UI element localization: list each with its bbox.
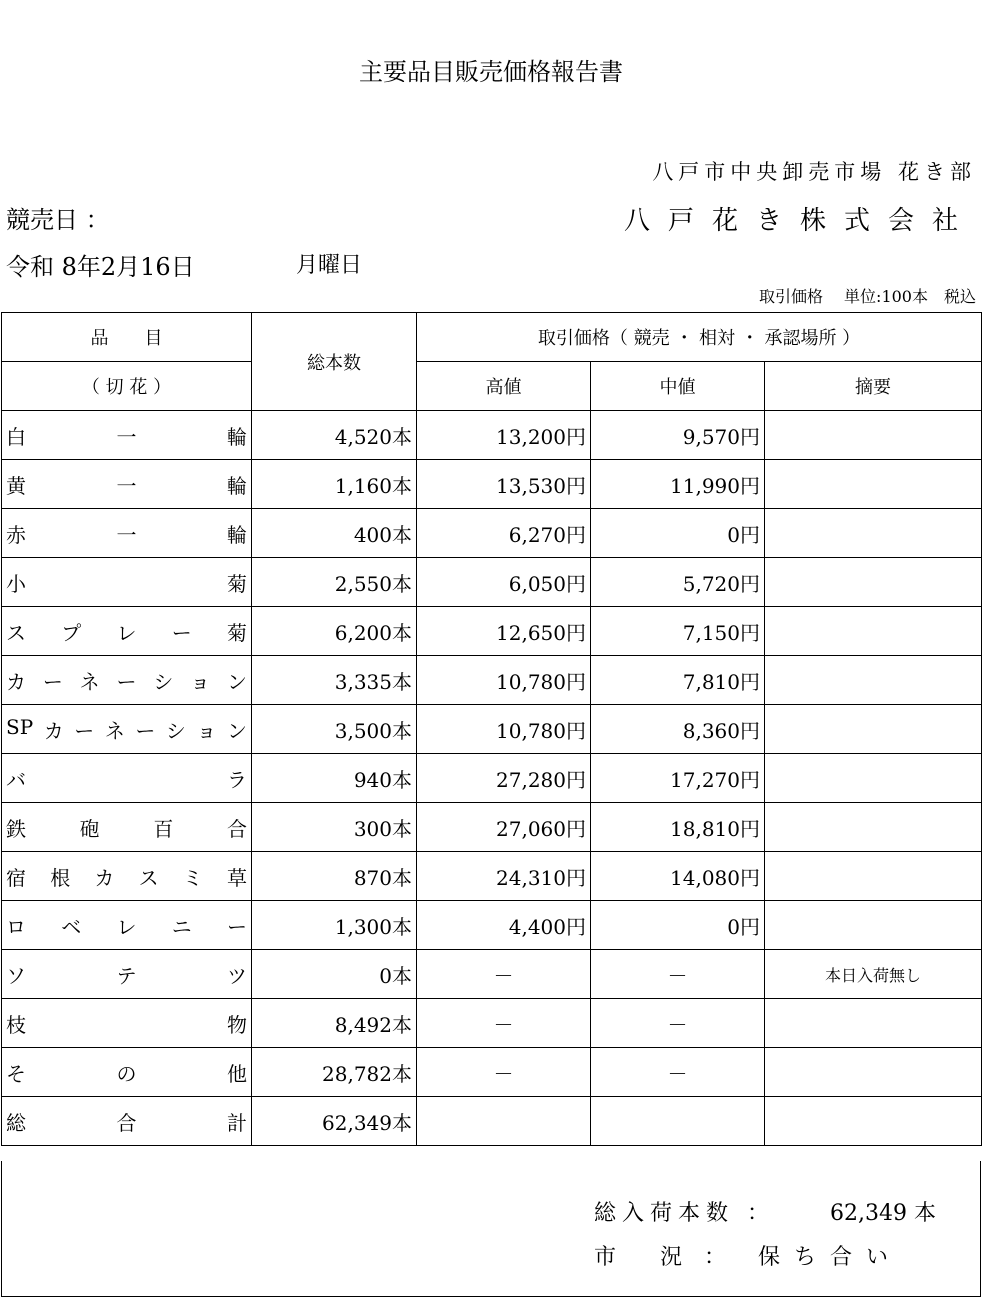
item-name-char: ー — [42, 669, 63, 694]
item-name-char: ョ — [196, 718, 217, 743]
col-item-subheader: （ 切 花 ） — [2, 362, 252, 411]
item-high-price: 10,780円 — [417, 705, 591, 754]
item-mid-price: 11,990円 — [591, 460, 765, 509]
item-note — [765, 901, 982, 950]
item-total: 28,782本 — [252, 1048, 417, 1097]
item-name-char: ツ — [227, 963, 247, 988]
item-name-char: 輪 — [227, 473, 247, 498]
item-mid-price: 7,150円 — [591, 607, 765, 656]
table-row — [2, 705, 982, 754]
item-name-char: レ — [116, 620, 137, 645]
item-name-char: 宿 — [6, 865, 26, 890]
item-name — [2, 705, 252, 754]
item-name-char: カ — [94, 865, 115, 890]
price-table — [1, 312, 982, 1146]
item-name-char: 一 — [116, 424, 137, 449]
item-name-char: 小 — [6, 571, 26, 596]
item-name-char: シ — [153, 669, 174, 694]
item-name-char: 菊 — [227, 571, 247, 596]
table-row — [2, 852, 982, 901]
item-name-char: 一 — [116, 473, 137, 498]
item-name-char: 鉄 — [6, 816, 26, 841]
item-name-char: ョ — [190, 669, 211, 694]
item-name-char: ン — [227, 718, 247, 743]
weekday: 月曜日 — [296, 253, 363, 278]
item-name — [2, 607, 252, 656]
item-note — [765, 558, 982, 607]
item-total: 1,160本 — [252, 460, 417, 509]
item-name — [2, 803, 252, 852]
item-note — [765, 656, 982, 705]
item-name-char: 枝 — [6, 1012, 26, 1037]
item-total: 0本 — [252, 950, 417, 999]
item-name — [2, 950, 252, 999]
item-note — [765, 754, 982, 803]
item-total: 4,520本 — [252, 411, 417, 460]
item-name-char: ー — [135, 718, 156, 743]
item-mid-price: 17,270円 — [591, 754, 765, 803]
item-total: 400本 — [252, 509, 417, 558]
header-row — [2, 313, 982, 362]
item-name — [2, 558, 252, 607]
item-name-char: 計 — [227, 1110, 247, 1135]
item-high-price: 6,270円 — [417, 509, 591, 558]
company-name: 八戸花き株式会社 — [623, 206, 976, 236]
item-name — [2, 754, 252, 803]
item-mid-price: 5,720円 — [591, 558, 765, 607]
item-name-char: ネ — [104, 718, 125, 743]
item-mid-price: 18,810円 — [591, 803, 765, 852]
item-name-char: ロ — [6, 914, 26, 939]
item-note — [765, 607, 982, 656]
item-name-char: レ — [116, 914, 137, 939]
item-high-price: 10,780円 — [417, 656, 591, 705]
item-total: 940本 — [252, 754, 417, 803]
table-row — [2, 754, 982, 803]
table-row — [2, 950, 982, 999]
table-row — [2, 803, 982, 852]
item-total: 3,335本 — [252, 656, 417, 705]
item-mid-price: 7,810円 — [591, 656, 765, 705]
item-mid-price: － — [591, 1048, 765, 1097]
item-note — [765, 509, 982, 558]
item-name-char: ー — [74, 718, 95, 743]
item-mid-price: 0円 — [591, 901, 765, 950]
item-name-char: 黄 — [6, 473, 26, 498]
item-name-char: シ — [165, 718, 186, 743]
item-name-char: ベ — [61, 914, 82, 939]
item-total: 3,500本 — [252, 705, 417, 754]
item-mid-price: 0円 — [591, 509, 765, 558]
table-row — [2, 509, 982, 558]
sale-date: 令和 8年2月16日 — [6, 253, 195, 281]
table-row — [2, 1048, 982, 1097]
item-name-char: ー — [116, 669, 137, 694]
item-total: 6,200本 — [252, 607, 417, 656]
total-arrivals-value: 62,349 本 — [830, 1201, 936, 1226]
item-name — [2, 999, 252, 1048]
item-name-char: 菊 — [227, 620, 247, 645]
item-total: 62,349本 — [252, 1097, 417, 1146]
item-name-char: の — [116, 1061, 137, 1086]
item-note — [765, 411, 982, 460]
item-name-char: ネ — [79, 669, 100, 694]
item-total: 870本 — [252, 852, 417, 901]
item-name-char: 物 — [227, 1012, 247, 1037]
item-mid-price: － — [591, 999, 765, 1048]
item-name-char: 総 — [6, 1110, 26, 1135]
table-row — [2, 656, 982, 705]
item-name-char: カ — [43, 718, 64, 743]
item-note — [765, 705, 982, 754]
item-name-char: カ — [6, 669, 26, 694]
item-name — [2, 852, 252, 901]
market-condition-label: 市 況 ： — [594, 1245, 727, 1270]
item-name-char: そ — [6, 1061, 26, 1086]
item-name-char: バ — [6, 767, 26, 792]
item-total: 8,492本 — [252, 999, 417, 1048]
item-name — [2, 460, 252, 509]
item-mid-price — [591, 1097, 765, 1146]
report-title: 主要品目販売価格報告書 — [359, 58, 623, 86]
item-high-price: 12,650円 — [417, 607, 591, 656]
item-name-char: ー — [227, 914, 247, 939]
item-name-char: 砲 — [79, 816, 100, 841]
table-row — [2, 607, 982, 656]
item-name-char: 一 — [116, 522, 137, 547]
item-note: 本日入荷無し — [765, 950, 982, 999]
item-high-price: 24,310円 — [417, 852, 591, 901]
footer-box — [1, 1161, 981, 1297]
col-price-group-header: 取引価格（ 競売 ・ 相対 ・ 承認場所 ） — [417, 313, 982, 362]
item-high-price: 4,400円 — [417, 901, 591, 950]
item-name — [2, 1048, 252, 1097]
table-row — [2, 558, 982, 607]
item-name-char: 合 — [226, 816, 247, 841]
item-name-char: 白 — [6, 424, 26, 449]
table-row — [2, 999, 982, 1048]
item-name — [2, 411, 252, 460]
item-high-price: － — [417, 999, 591, 1048]
item-name-char: テ — [116, 963, 137, 988]
total-arrivals-label: 総入荷本数 ： — [594, 1201, 775, 1226]
market-name: 八戸市中央卸売市場 花き部 — [652, 160, 976, 184]
item-mid-price: 8,360円 — [591, 705, 765, 754]
col-note-header: 摘要 — [765, 362, 982, 411]
table-row — [2, 460, 982, 509]
item-note — [765, 460, 982, 509]
col-mid-header: 中値 — [591, 362, 765, 411]
item-total: 1,300本 — [252, 901, 417, 950]
item-note — [765, 999, 982, 1048]
item-name-char: 百 — [153, 816, 174, 841]
col-total-header: 総本数 — [252, 313, 417, 411]
item-high-price: 27,060円 — [417, 803, 591, 852]
item-note — [765, 852, 982, 901]
item-name-char: 草 — [226, 865, 247, 890]
item-name-char: 輪 — [227, 424, 247, 449]
item-name-char: ス — [138, 865, 159, 890]
item-note — [765, 1097, 982, 1146]
unit-note: 取引価格 単位:100本 税込 — [758, 287, 976, 306]
item-mid-price: 9,570円 — [591, 411, 765, 460]
item-name-char: 合 — [116, 1110, 137, 1135]
item-mid-price: － — [591, 950, 765, 999]
item-high-price: － — [417, 1048, 591, 1097]
item-mid-price: 14,080円 — [591, 852, 765, 901]
item-high-price: 6,050円 — [417, 558, 591, 607]
col-item-header: 品 目 — [2, 313, 252, 362]
item-name-char: ソ — [6, 963, 26, 988]
item-high-price: 13,530円 — [417, 460, 591, 509]
item-name-char: SP — [6, 714, 34, 739]
table-row — [2, 411, 982, 460]
item-name-char: プ — [61, 620, 82, 645]
item-name — [2, 901, 252, 950]
item-note — [765, 1048, 982, 1097]
item-high-price — [417, 1097, 591, 1146]
item-high-price: 27,280円 — [417, 754, 591, 803]
item-total: 300本 — [252, 803, 417, 852]
item-name — [2, 656, 252, 705]
table-row — [2, 901, 982, 950]
item-high-price: － — [417, 950, 591, 999]
item-note — [765, 803, 982, 852]
item-name-char: 赤 — [6, 522, 26, 547]
item-name-char: ン — [226, 669, 247, 694]
table-row — [2, 1097, 982, 1146]
market-condition-value: 保ち合い — [758, 1245, 903, 1270]
item-name-char: ラ — [227, 767, 247, 792]
col-high-header: 高値 — [417, 362, 591, 411]
item-name-char: ー — [171, 620, 192, 645]
item-name-char: 他 — [227, 1061, 247, 1086]
item-total: 2,550本 — [252, 558, 417, 607]
item-name — [2, 509, 252, 558]
item-high-price: 13,200円 — [417, 411, 591, 460]
item-name-char: ス — [6, 620, 26, 645]
item-name-char: ニ — [171, 914, 192, 939]
header-row — [2, 362, 982, 411]
item-name-char: 根 — [50, 865, 71, 890]
item-name-char: ミ — [182, 865, 203, 890]
sale-date-label: 競売日 ： — [6, 206, 110, 234]
item-name-char: 輪 — [227, 522, 247, 547]
item-name — [2, 1097, 252, 1146]
